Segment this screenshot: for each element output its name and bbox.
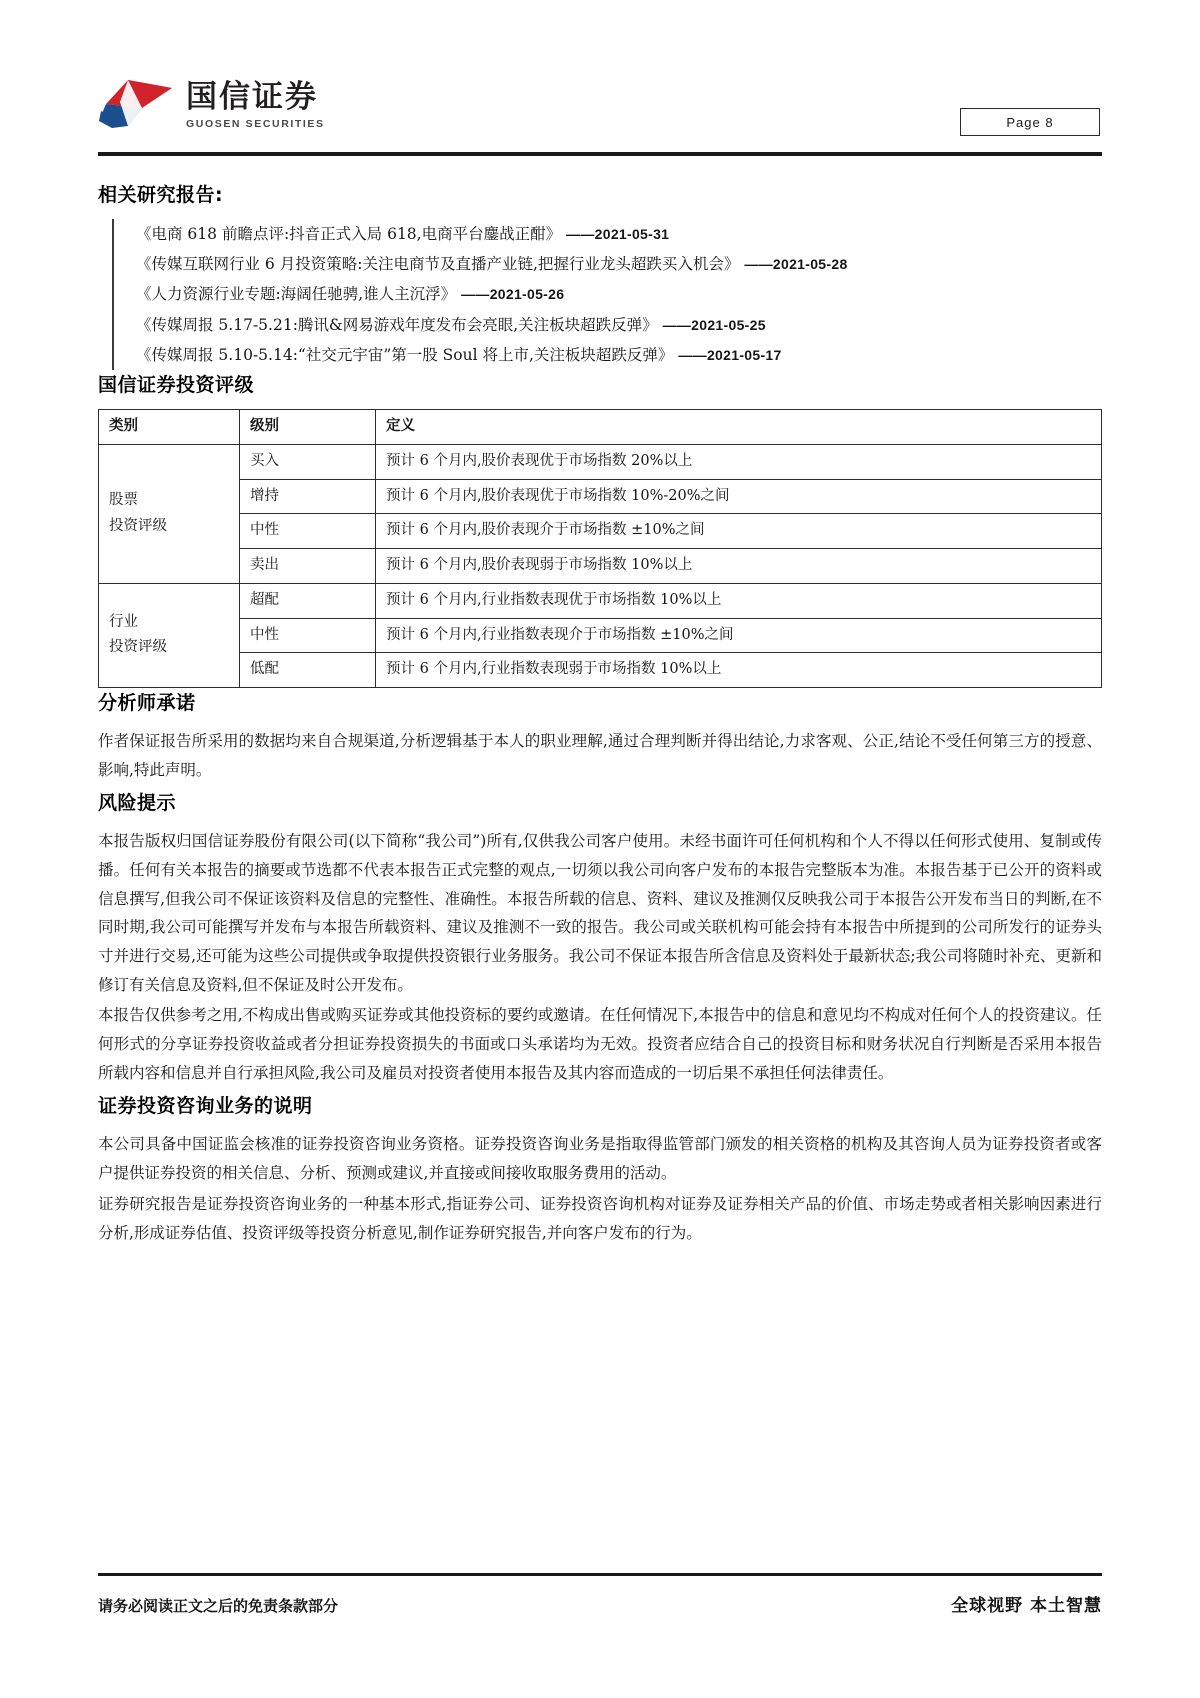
guosen-logo-icon (98, 78, 176, 130)
report-title: 《人力资源行业专题:海阔任驰骋,谁人主沉浮》 (136, 285, 457, 304)
page-content (98, 180, 1102, 1251)
paragraph: 本报告版权归国信证券股份有限公司(以下简称“我公司”)所有,仅供我公司客户使用。未经书面许可任何机构和个人不得以任何形式使用、复制或传播。任何有关本报告的摘要或节选都不代表本报告正式完整的观点,一切须以我公司向客户发布的本报告完整版本为准。本报告基于已公开的资料或信息撰写,但我公司不保证该资料及信息的完整性、准确性。本报告所载的信息、资料、建议及推测仅反映我公司于本报告公开发布当日的判断,在不同时期,我公司可能撰写并发布与本报告所载资料、建议及推测不一致的报告。我公司或关联机构可能会持有本报告中所提到的公司所发行的证券头寸并进行交易,还可能为这些公司提供或争取提供投资银行业务服务。我公司不保证本报告所含信息及资料处于最新状态;我公司将随时补充、更新和修订有关信息及资料,但不保证及时公开发布。 (98, 832, 1102, 994)
column-header-level: 级别 (240, 410, 376, 445)
risk-notice-body (98, 827, 1102, 1087)
rating-table-heading: 国信证券投资评级 (98, 374, 255, 397)
category-line: 行业 (109, 614, 138, 631)
header-divider (98, 152, 1102, 156)
category-line: 股票 (109, 492, 138, 509)
paragraph: 本公司具备中国证监会核准的证券投资咨询业务资格。证券投资咨询业务是指取得监管部门颁发的相关资格的机构及其咨询人员为证券投资者或客户提供证券投资的相关信息、分析、预测或建议,并直接或间接收取服务费用的活动。 (98, 1135, 1102, 1183)
paragraph: 证券研究报告是证券投资咨询业务的一种基本形式,指证券公司、证券投资咨询机构对证券及证券相关产品的价值、市场走势或者相关影响因素进行分析,形成证券估值、投资评级等投资分析意见,制作证券研究报告,并向客户发布的行为。 (98, 1194, 1102, 1242)
list-item[interactable] (136, 249, 1102, 279)
related-reports-heading: 相关研究报告: (98, 184, 224, 206)
page-header (0, 0, 1200, 160)
footer-slogan: 全球视野 本土智慧 (951, 1596, 1102, 1616)
list-item[interactable] (136, 340, 1102, 370)
definition-cell: 预计 6 个月内,股价表现介于市场指数 ±10%之间 (376, 514, 1102, 549)
report-title: 《传媒周报 5.10-5.14:“社交元宇宙”第一股 Soul 将上市,关注板块超跌反弹》 (136, 345, 674, 364)
report-date: ——2021-05-28 (744, 256, 848, 273)
level-cell: 中性 (240, 514, 376, 549)
definition-cell: 预计 6 个月内,股价表现优于市场指数 20%以上 (376, 444, 1102, 479)
level-cell: 中性 (240, 618, 376, 653)
level-cell: 卖出 (240, 549, 376, 584)
report-title: 《电商 618 前瞻点评:抖音正式入局 618,电商平台鏖战正酣》 (136, 225, 562, 243)
table-row (99, 583, 1102, 618)
page-footer (98, 1591, 1102, 1616)
list-item[interactable] (136, 279, 1102, 309)
level-cell: 低配 (240, 653, 376, 688)
table-row (99, 653, 1102, 688)
footer-disclaimer-text: 请务必阅读正文之后的免责条款部分 (98, 1597, 339, 1615)
investment-rating-table (98, 409, 1102, 688)
table-row (99, 514, 1102, 549)
table-row (99, 618, 1102, 653)
table-row (99, 444, 1102, 479)
list-item[interactable] (136, 310, 1102, 340)
paragraph: 本报告仅供参考之用,不构成出售或购买证券或其他投资标的要约或邀请。在任何情况下,本报告中的信息和意见均不构成对任何个人的投资建议。任何形式的分享证券投资收益或者分担证券投资损失的书面或口头承诺均为无效。投资者应结合自己的投资目标和财务状况自行判断是否采用本报告所载内容和信息并自行承担风险,我公司及雇员对投资者使用本报告及其内容而造成的一切后果不承担任何法律责任。 (98, 1006, 1102, 1082)
definition-cell: 预计 6 个月内,股价表现弱于市场指数 10%以上 (376, 549, 1102, 584)
advisory-business-body (98, 1130, 1102, 1247)
column-header-category: 类别 (99, 410, 240, 445)
table-header-row (99, 410, 1102, 445)
report-date: ——2021-05-26 (461, 286, 565, 303)
category-industry (99, 583, 240, 687)
analyst-commitment-heading: 分析师承诺 (98, 692, 196, 715)
table-row (99, 549, 1102, 584)
report-date: ——2021-05-31 (566, 226, 670, 242)
company-logo (98, 78, 325, 130)
table-row (99, 479, 1102, 514)
report-title: 《传媒周报 5.17-5.21:腾讯&网易游戏年度发布会亮眼,关注板块超跌反弹》 (136, 315, 658, 334)
level-cell: 超配 (240, 583, 376, 618)
level-cell: 增持 (240, 479, 376, 514)
definition-cell: 预计 6 个月内,行业指数表现介于市场指数 ±10%之间 (376, 618, 1102, 653)
analyst-commitment-body (98, 727, 1102, 784)
report-date: ——2021-05-25 (662, 316, 766, 333)
advisory-business-heading: 证券投资咨询业务的说明 (98, 1095, 313, 1118)
definition-cell: 预计 6 个月内,股价表现优于市场指数 10%-20%之间 (376, 479, 1102, 514)
report-title: 《传媒互联网行业 6 月投资策略:关注电商节及直播产业链,把握行业龙头超跌买入机会》 (136, 255, 740, 274)
report-date: ——2021-05-17 (678, 346, 782, 363)
category-stock (99, 444, 240, 583)
logo-brand-cn: 国信证券 (186, 79, 318, 115)
paragraph: 作者保证报告所采用的数据均来自合规渠道,分析逻辑基于本人的职业理解,通过合理判断并得出结论,力求客观、公正,结论不受任何第三方的授意、影响,特此声明。 (98, 732, 1102, 779)
category-line: 投资评级 (109, 639, 167, 656)
definition-cell: 预计 6 个月内,行业指数表现弱于市场指数 10%以上 (376, 653, 1102, 688)
risk-notice-heading: 风险提示 (98, 792, 177, 815)
footer-divider (98, 1573, 1102, 1576)
level-cell: 买入 (240, 444, 376, 479)
list-item[interactable] (136, 219, 1102, 249)
page-number-badge: Page 8 (960, 108, 1100, 136)
logo-brand-en: GUOSEN SECURITIES (186, 118, 325, 130)
related-reports-list (112, 219, 1102, 370)
category-line: 投资评级 (109, 517, 167, 534)
column-header-definition: 定义 (376, 410, 1102, 445)
definition-cell: 预计 6 个月内,行业指数表现优于市场指数 10%以上 (376, 583, 1102, 618)
